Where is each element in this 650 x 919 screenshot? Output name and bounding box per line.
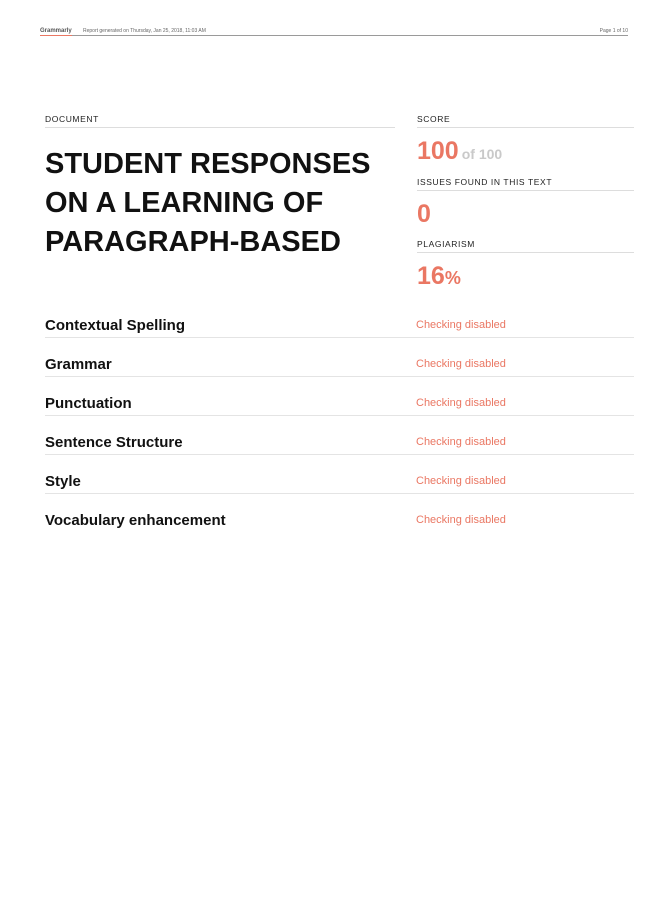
check-status: Checking disabled [416,436,506,448]
check-status: Checking disabled [416,475,506,487]
check-row-style [45,469,634,508]
report-header [40,27,628,36]
row-divider [45,493,634,494]
document-label: DOCUMENT [45,114,395,128]
check-name: Grammar [45,356,112,373]
issues-label: ISSUES FOUND IN THIS TEXT [417,177,634,191]
row-divider [45,376,634,377]
page-number: Page 1 of 10 [599,28,628,34]
row-divider [45,454,634,455]
check-name: Style [45,473,81,490]
score-number: 100 [417,137,459,165]
score-label: SCORE [417,114,634,128]
check-row-contextual-spelling [45,313,634,352]
plagiarism-value [417,262,461,292]
check-status: Checking disabled [416,514,506,526]
check-name: Sentence Structure [45,434,183,451]
report-date: Report generated on Thursday, Jan 25, 2018, 11:03 AM [83,28,206,34]
row-divider [45,337,634,338]
row-divider [45,415,634,416]
check-row-vocabulary-enhancement [45,508,634,547]
score-value [417,137,502,168]
check-row-grammar [45,352,634,391]
check-row-punctuation [45,391,634,430]
check-row-sentence-structure [45,430,634,469]
checks-list [45,313,634,547]
issues-value: 0 [417,200,431,228]
check-name: Punctuation [45,395,132,412]
document-title: STUDENT RESPONSES ON A LEARNING OF PARAGRAPH-BASED [45,148,371,258]
check-status: Checking disabled [416,319,506,331]
score-max: of 100 [461,146,503,162]
check-status: Checking disabled [416,397,506,409]
plagiarism-number: 16 [417,262,445,290]
check-status: Checking disabled [416,358,506,370]
check-name: Contextual Spelling [45,317,186,334]
brand-logo: Grammarly [40,28,72,34]
plagiarism-unit: % [444,268,461,288]
plagiarism-label: PLAGIARISM [417,239,634,253]
check-name: Vocabulary enhancement [45,512,226,529]
